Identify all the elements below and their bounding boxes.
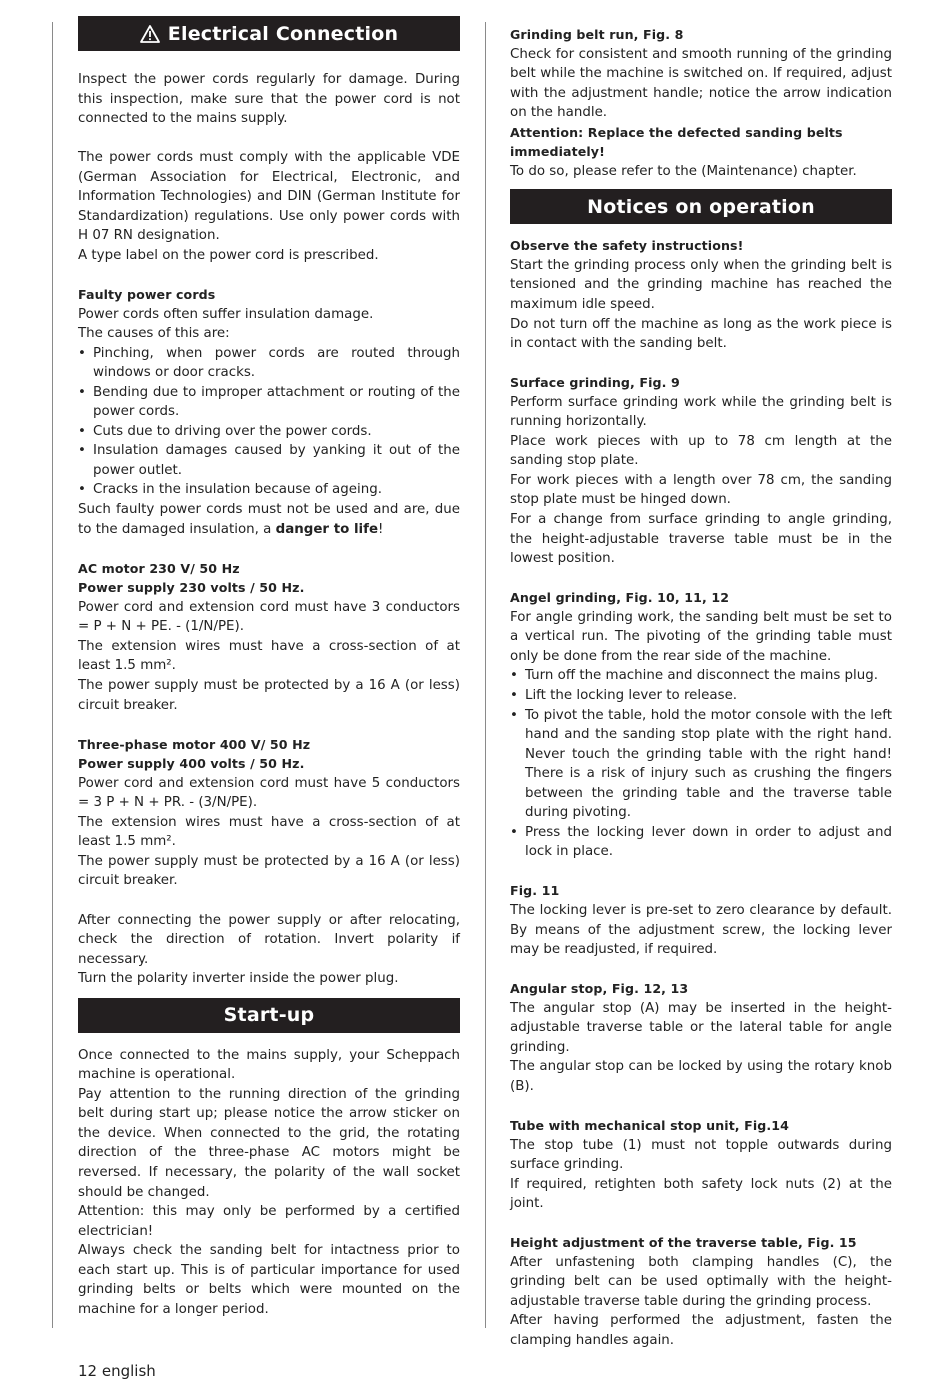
list-item: • Cracks in the insulation because of ageing.	[78, 480, 460, 500]
list-item: • To pivot the table, hold the motor console with the left hand and the sanding stop plate with the right hand. Never touch the grinding table with the right hand! There is a risk of injury such as crushing the fingers between the grinding table and the traverse table during pivoting.	[510, 706, 892, 823]
paragraph: The angular stop can be locked by using the rotary knob (B).	[510, 1059, 892, 1094]
paragraph: Power cord and extension cord must have 5 conductors = 3 P + N + PR. - (3/N/PE).	[78, 775, 460, 811]
warning-triangle-icon	[140, 25, 160, 43]
subheading-ac-motor: AC motor 230 V/ 50 Hz	[78, 560, 240, 576]
subheading-surface-grinding: Surface grinding, Fig. 9	[510, 375, 680, 391]
heading-text: Electrical Connection	[167, 22, 399, 45]
paragraph: The extension wires must have a cross-section of at least 1.5 mm².	[78, 814, 460, 850]
paragraph: The power supply must be protected by a 16 A (or less) circuit breaker.	[78, 677, 460, 713]
paragraph-text: Such faulty power cords must not be used and are, due to the damaged insulation, a	[78, 502, 460, 537]
section-heading-start-up	[78, 998, 460, 1033]
paragraph: Do not turn off the machine as long as the work piece is in contact with the sanding belt.	[510, 316, 892, 352]
paragraph: Place work pieces with up to 78 cm length at the sanding stop plate.	[510, 433, 892, 469]
paragraph: Attention: this may only be performed by a certified electrician!	[78, 1204, 460, 1239]
paragraph: Turn the polarity inverter inside the power plug.	[78, 971, 399, 987]
list-item: • Turn off the machine and disconnect the mains plug.	[510, 666, 892, 686]
subheading-ac-power-supply: Power supply 230 volts / 50 Hz.	[78, 580, 305, 596]
center-column-rule	[485, 22, 486, 1328]
subheading-grinding-belt-run: Grinding belt run, Fig. 8	[510, 27, 684, 42]
paragraph: Always check the sanding belt for intactness prior to each start up. This is of particular importance for used grinding belts or belts which were mounted on the machine for a longer period.	[78, 1243, 460, 1317]
paragraph: The power supply must be protected by a 16 A (or less) circuit breaker.	[78, 853, 460, 889]
page-footer: 12 english	[78, 1362, 156, 1380]
attention-note: Attention: Replace the defected sanding belts immediately!	[510, 124, 843, 160]
paragraph: Once connected to the mains supply, your Scheppach machine is operational.	[78, 1047, 460, 1083]
paragraph: For a change from surface grinding to angle grinding, the height-adjustable traverse table must be in the lowest position.	[510, 512, 892, 567]
paragraph: The locking lever is pre-set to zero clearance by default. By means of the adjustment screw, the locking lever may be readjusted, if required.	[510, 902, 892, 958]
paragraph: The angular stop (A) may be inserted in the height-adjustable traverse table or the lateral table for angle grinding.	[510, 1000, 892, 1055]
faulty-causes-list	[78, 344, 460, 500]
paragraph: Check for consistent and smooth running of the grinding belt while the machine is switched on. If required, adjust with the adjustment handle; notice the arrow indication on the handle.	[510, 46, 892, 121]
subheading-angel-grinding: Angel grinding, Fig. 10, 11, 12	[510, 590, 730, 606]
paragraph: For work pieces with a length over 78 cm, the sanding stop plate must be hinged down.	[510, 472, 892, 508]
paragraph: The causes of this are:	[78, 326, 230, 342]
subheading-height-adjustment: Height adjustment of the traverse table, Fig. 15	[510, 1235, 857, 1251]
paragraph: Inspect the power cords regularly for damage. During this inspection, make sure that the power cord is not connected to the mains supply.	[78, 72, 460, 127]
danger-to-life-emphasis: danger to life	[275, 521, 379, 537]
paragraph: The stop tube (1) must not topple outwards during surface grinding.	[510, 1137, 892, 1173]
section-heading-electrical-connection	[78, 16, 460, 51]
paragraph-danger	[78, 500, 460, 539]
paragraph: Perform surface grinding work while the grinding belt is running horizontally.	[510, 394, 892, 430]
list-item: • Lift the locking lever to release.	[510, 686, 892, 706]
list-item: • Cuts due to driving over the power cords.	[78, 422, 460, 442]
paragraph: After unfastening both clamping handles (C), the grinding belt can be used optimally with the height-adjustable traverse table during the grinding process.	[510, 1254, 892, 1309]
subheading-observe-safety: Observe the safety instructions!	[510, 238, 744, 254]
subheading-three-phase-power-supply: Power supply 400 volts / 50 Hz.	[78, 756, 305, 772]
paragraph: A type label on the power cord is prescribed.	[78, 247, 379, 263]
list-item: • Press the locking lever down in order to adjust and lock in place.	[510, 823, 892, 862]
paragraph: Pay attention to the running direction of the grinding belt during start up; please notice the arrow sticker on the device. When connected to the grid, the rotating direction of the three-phase AC motors might be reversed. If necessary, the polarity of the wall socket should be changed.	[78, 1086, 460, 1200]
section-heading-notices-on-operation	[510, 189, 892, 224]
paragraph: For angle grinding work, the sanding belt must be set to a vertical run. The pivoting of the grinding table must only be done from the rear side of the machine.	[510, 609, 892, 664]
list-item: • Bending due to improper attachment or routing of the power cords.	[78, 383, 460, 422]
paragraph: The power cords must comply with the applicable VDE (German Association for Electrical, Electronic, and Information Technologies) and DIN (German Institute for Standardization) regulations. Use only power cords with H 07 RN designation.	[78, 150, 460, 244]
list-item: • Insulation damages caused by yanking it out of the power outlet.	[78, 441, 460, 480]
left-column	[78, 16, 460, 1319]
subheading-faulty-power-cords: Faulty power cords	[78, 287, 216, 303]
heading-text: Start-up	[223, 1004, 315, 1027]
subheading-fig-11: Fig. 11	[510, 883, 560, 899]
subheading-three-phase-motor: Three-phase motor 400 V/ 50 Hz	[78, 736, 311, 752]
paragraph: Power cord and extension cord must have 3 conductors = P + N + PE. - (1/N/PE).	[78, 599, 460, 635]
paragraph: To do so, please refer to the (Maintenance) chapter.	[510, 163, 857, 179]
paragraph: Power cords often suffer insulation damage.	[78, 306, 374, 322]
right-column	[510, 25, 892, 1351]
heading-text: Notices on operation	[587, 195, 815, 218]
paragraph: Start the grinding process only when the grinding belt is tensioned and the grinding machine has reached the maximum idle speed.	[510, 257, 892, 313]
paragraph: After connecting the power supply or after relocating, check the direction of rotation. Invert polarity if necessary.	[78, 912, 460, 967]
list-item: • Pinching, when power cords are routed through windows or door cracks.	[78, 344, 460, 383]
paragraph: The extension wires must have a cross-section of at least 1.5 mm².	[78, 638, 460, 674]
paragraph: If required, retighten both safety lock nuts (2) at the joint.	[510, 1176, 892, 1212]
paragraph-end: !	[378, 521, 384, 537]
left-margin-rule	[52, 22, 53, 1328]
paragraph: After having performed the adjustment, fasten the clamping handles again.	[510, 1313, 892, 1348]
angle-grinding-steps-list	[510, 666, 892, 861]
subheading-angular-stop: Angular stop, Fig. 12, 13	[510, 981, 689, 997]
subheading-tube-stop-unit: Tube with mechanical stop unit, Fig.14	[510, 1117, 790, 1133]
